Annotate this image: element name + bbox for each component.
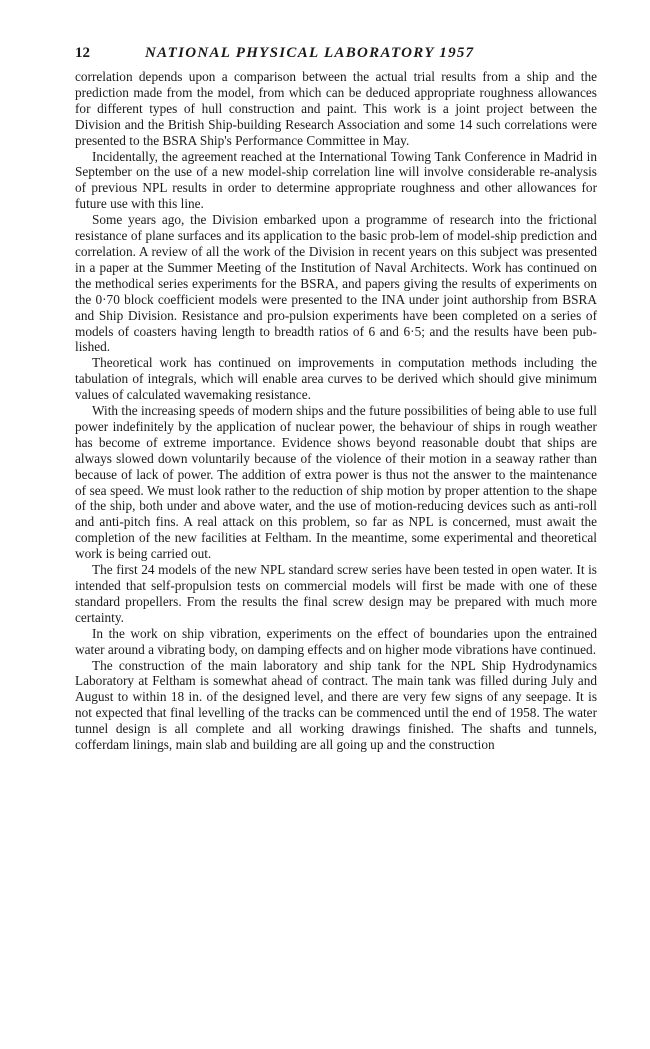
running-head: NATIONAL PHYSICAL LABORATORY 1957 [145,45,475,61]
paragraph: The construction of the main laboratory and ship tank for the NPL Ship Hydrodynamics Laboratory at Feltham is somewhat ahead of contract. The main tank was filled during July and August to within 18 in. of the designed level, and there are very few signs of any seepage. It is not expected that final levelling of the tracks can be commenced until the end of 1958. The water tunnel design is all complete and all working drawings finished. The shafts and tunnels, cofferdam linings, main slab and building are all going up and the construction [75,657,597,753]
body-text [75,69,597,753]
paragraph: The first 24 models of the new NPL standard screw series have been tested in open water. It is intended that self-propulsion tests on commercial models will first be made with one of these standard propellers. From the results the final screw design may be prepared with much more certainty. [75,562,597,625]
page-header [75,42,597,64]
page-number: 12 [75,45,90,61]
paragraph: Some years ago, the Division embarked upon a programme of research into the frictional resistance of plane surfaces and its application to the basic prob-lem of model-ship prediction and correlation. A review of all the work of the Division in recent years on this subject was presented in a paper at the Summer Meeting of the Institution of Naval Architects. Work has continued on the methodical series experiments for the BSRA, and papers giving the results of experiments on the 0·70 block coefficient models were presented to the INA under joint authorship from BSRA and Ship Division. Resistance and pro-pulsion experiments have been completed on a series of models of coasters having length to breadth ratios of 6 and 6·5; and the results have been pub-lished. [75,212,597,355]
paragraph: Incidentally, the agreement reached at the International Towing Tank Conference in Madrid in September on the use of a new model-ship correlation line will involve considerable re-analysis of previous NPL results in order to determine appropriate roughness and other allowances for future use with this line. [75,148,597,212]
document-page [75,42,597,753]
paragraph: In the work on ship vibration, experiments on the effect of boundaries upon the entrained water around a vibrating body, on damping effects and on higher mode vibrations have continued. [75,625,597,657]
paragraph-continuation: correlation depends upon a comparison between the actual trial results from a ship and the prediction made from the model, from which can be deduced appropriate roughness allowances for different types of hull construction and paint. This work is a joint project between the Division and the British Ship-building Research Association and some 14 such correlations were presented to the BSRA Ship's Performance Committee in May. [75,69,597,148]
paragraph: With the increasing speeds of modern ships and the future possibilities of being able to use full power indefinitely by the application of nuclear power, the behaviour of ships in rough weather has become of extreme importance. Evidence shows beyond reasonable doubt that ships are always slowed down voluntarily because of the violence of their motion in a seaway rather than because of lack of power. The addition of extra power is thus not the answer to the maintenance of sea speed. We must look rather to the reduction of ship motion by proper attention to the shape of the ship, both under and above water, and the use of motion-reducing devices such as anti-roll and anti-pitch fins. A real attack on this problem, so far as NPL is concerned, must await the completion of the new facilities at Feltham. In the meantime, some experimental and theoretical work is being carried out. [75,403,597,562]
paragraph: Theoretical work has continued on improvements in computation methods including the tabulation of integrals, which will enable area curves to be derived which should give minimum values of calculated wavemaking resistance. [75,355,597,403]
